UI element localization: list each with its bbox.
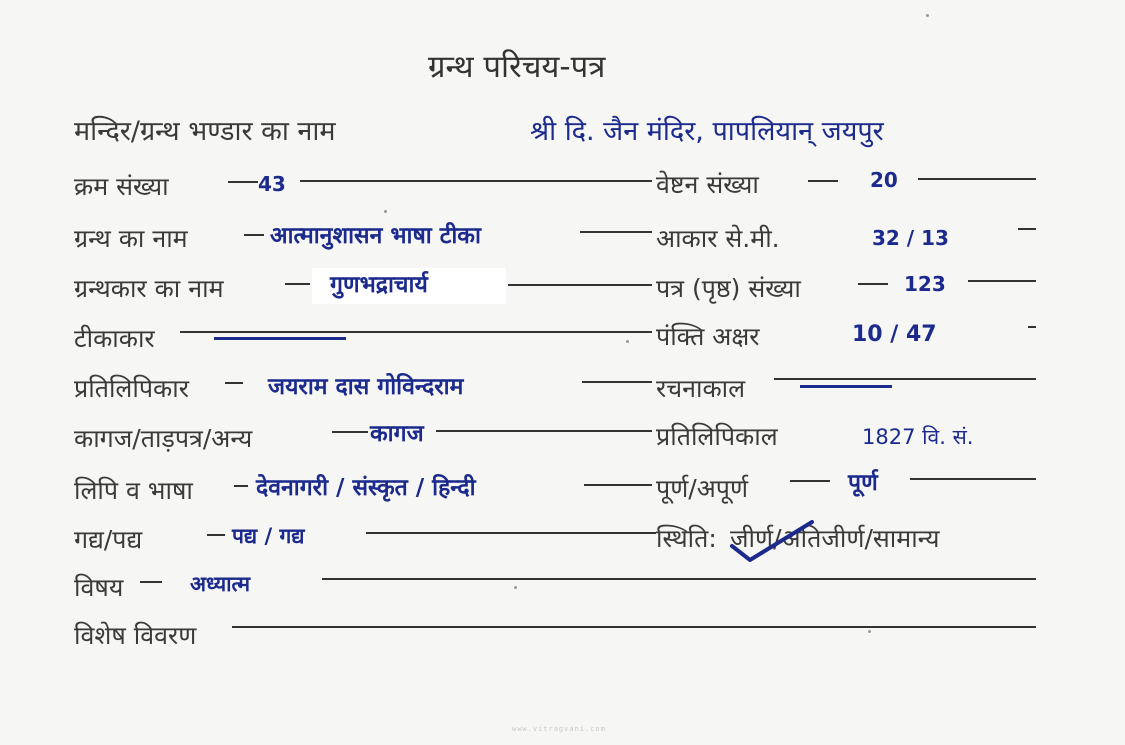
card-title: ग्रन्थ परिचय-पत्र [428, 49, 606, 85]
fill-line [968, 280, 1036, 282]
pratilipikal-value: 1827 वि. सं. [862, 425, 974, 449]
scan-speck [926, 14, 929, 17]
fill-line [1018, 228, 1036, 230]
fill-line [580, 231, 652, 233]
kram-sankhya-value: 43 [258, 172, 286, 196]
pratilipikal-label: प्रतिलिपिकाल [656, 422, 778, 451]
gadya-padya-label: गद्य/पद्य [74, 525, 143, 554]
scan-speck [514, 586, 517, 589]
granthkar-label: ग्रन्थकार का नाम [74, 274, 224, 303]
tikakar-label: टीकाकार [74, 324, 155, 353]
gadya-padya-value: पद्य / गद्य [232, 524, 305, 548]
akar-label: आकार से.मी. [656, 224, 780, 253]
label-dash [285, 283, 310, 285]
scan-speck [868, 630, 871, 633]
fill-line [232, 626, 1036, 628]
label-dash [858, 283, 888, 285]
rachnakal-label: रचनाकाल [656, 374, 746, 403]
mandir-label: मन्दिर/ग्रन्थ भण्डार का नाम [74, 116, 336, 147]
granth-naam-label: ग्रन्थ का नाम [74, 224, 188, 253]
scan-speck [626, 340, 629, 343]
patra-sankhya-label: पत्र (पृष्ठ) संख्या [656, 274, 801, 303]
pratilipikar-value: जयराम दास गोविन्दराम [268, 374, 464, 400]
blank-stroke [214, 337, 346, 340]
fill-line [508, 284, 652, 286]
scan-speck [384, 210, 387, 213]
akar-value: 32 / 13 [872, 226, 949, 250]
purna-apurna-label: पूर्ण/अपूर्ण [656, 474, 749, 503]
fill-line [774, 378, 1036, 380]
sthiti-options: जीर्ण/अतिजीर्ण/सामान्य [730, 524, 940, 553]
fill-line [584, 484, 652, 486]
vestan-sankhya-value: 20 [870, 168, 898, 192]
fill-line [322, 578, 1036, 580]
fill-line [582, 381, 652, 383]
label-dash [225, 382, 243, 384]
purna-apurna-value: पूर्ण [848, 470, 878, 496]
fill-line [180, 331, 652, 333]
kagaj-label: कागज/ताड़पत्र/अन्य [74, 424, 253, 453]
sthiti-label: स्थिति: [656, 524, 717, 553]
vishay-value: अध्यात्म [190, 572, 251, 596]
label-dash [244, 234, 264, 236]
fill-line [436, 430, 652, 432]
lipi-label: लिपि व भाषा [74, 476, 193, 505]
fill-line [918, 178, 1036, 180]
fill-line [366, 532, 656, 534]
fill-line [910, 478, 1036, 480]
pratilipikar-label: प्रतिलिपिकार [74, 374, 189, 403]
pankti-akshar-label: पंक्ति अक्षर [656, 322, 760, 351]
patra-sankhya-value: 123 [904, 272, 946, 296]
pankti-akshar-value: 10 / 47 [852, 322, 937, 347]
watermark: www.vitragvani.com [512, 725, 606, 733]
kram-sankhya-label: क्रम संख्या [74, 172, 169, 201]
kagaj-value: कागज [370, 421, 424, 447]
blank-stroke [800, 385, 892, 388]
vishesh-vivaran-label: विशेष विवरण [74, 621, 197, 650]
vestan-sankhya-label: वेष्टन संख्या [656, 170, 759, 199]
label-dash [808, 180, 838, 182]
label-dash [228, 181, 258, 183]
label-dash [207, 534, 225, 536]
tick-mark [728, 516, 818, 566]
granth-naam-value: आत्मानुशासन भाषा टीका [270, 223, 481, 249]
mandir-value: श्री दि. जैन मंदिर, पापलियान् जयपुर [530, 116, 884, 147]
vishay-label: विषय [74, 573, 124, 602]
label-dash [234, 485, 248, 487]
label-dash [332, 431, 368, 433]
granthkar-value: गुणभद्राचार्य [330, 272, 428, 298]
fill-line [300, 180, 652, 182]
label-dash [790, 480, 830, 482]
fill-line [1028, 326, 1036, 328]
lipi-value: देवनागरी / संस्कृत / हिन्दी [256, 475, 476, 501]
label-dash [140, 581, 162, 583]
